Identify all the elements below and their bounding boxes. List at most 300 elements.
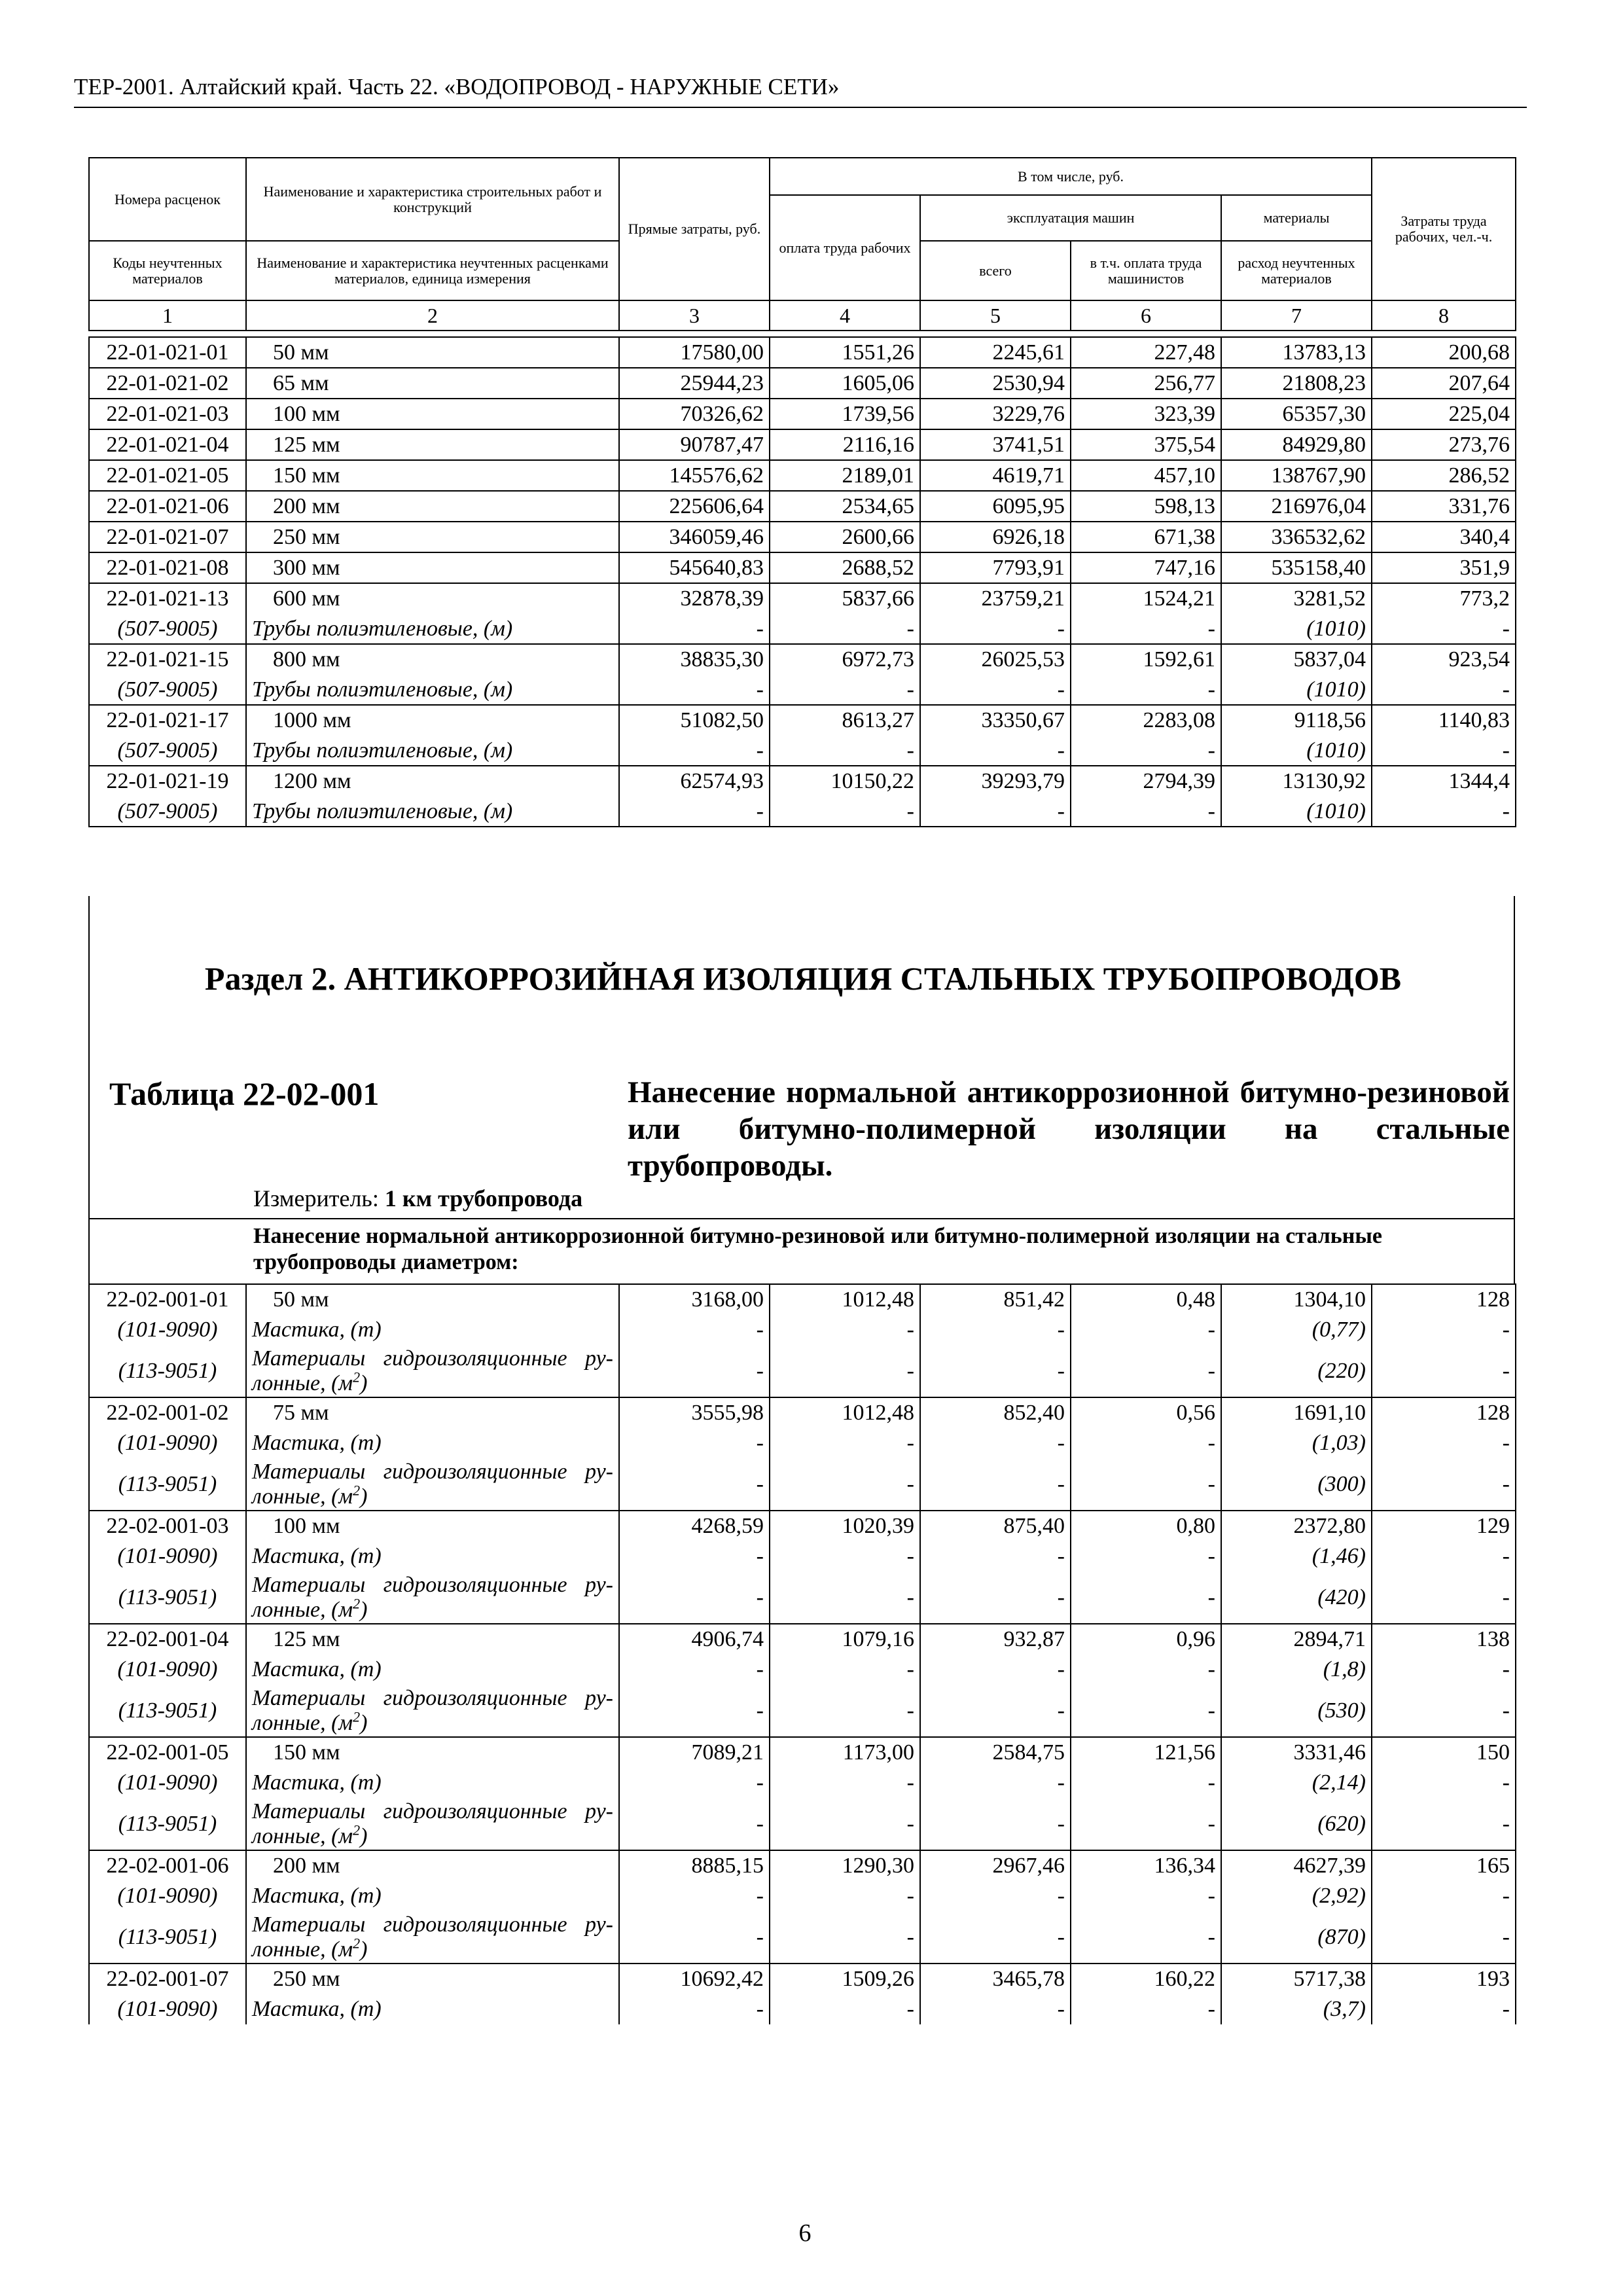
- dash-cell: -: [1071, 1994, 1221, 2024]
- value-v4: 1605,06: [770, 368, 920, 399]
- material-quantity: (1010): [1221, 736, 1372, 766]
- value-v8: 200,68: [1372, 337, 1516, 368]
- document-title: ТЕР-2001. Алтайский край. Часть 22. «ВОДОПРОВОД - НАРУЖНЫЕ СЕТИ»: [74, 74, 840, 99]
- dash-cell: -: [619, 1541, 770, 1571]
- rate-name: 200 мм: [246, 1850, 619, 1881]
- value-v6: 323,39: [1071, 399, 1221, 429]
- value-v3: 4906,74: [619, 1624, 770, 1655]
- rate-code: 22-01-021-02: [89, 368, 246, 399]
- dash-cell: -: [1071, 1458, 1221, 1511]
- rate-code: 22-02-001-05: [89, 1737, 246, 1768]
- material-quantity: (1,03): [1221, 1428, 1372, 1458]
- table-row: [89, 1737, 1516, 1768]
- material-name: Мастика, (т): [246, 1768, 619, 1798]
- material-code: (101-9090): [89, 1315, 246, 1345]
- value-v6: 1592,61: [1071, 644, 1221, 675]
- rate-name: 1200 мм: [246, 766, 619, 797]
- header-machines: эксплуатация машин: [920, 195, 1221, 241]
- material-name-text: Материалы гидроизоляционные ру-лонные, (м: [252, 1799, 613, 1848]
- dash-cell: -: [1071, 1798, 1221, 1850]
- dash-cell: -: [920, 1881, 1071, 1911]
- dash-cell: -: [1372, 797, 1516, 827]
- value-v4: 6972,73: [770, 644, 920, 675]
- value-v6: 256,77: [1071, 368, 1221, 399]
- material-quantity: (1010): [1221, 614, 1372, 644]
- col-num: 3: [619, 300, 770, 331]
- value-v8: 331,76: [1372, 491, 1516, 522]
- dash-cell: -: [770, 1994, 920, 2024]
- rate-name: 150 мм: [246, 460, 619, 491]
- material-name-close: ): [360, 1823, 368, 1848]
- material-row: [89, 1881, 1516, 1911]
- table-row: [89, 1964, 1516, 1994]
- value-v6: 2794,39: [1071, 766, 1221, 797]
- value-v6: 136,34: [1071, 1850, 1221, 1881]
- unit-superscript: 2: [353, 1935, 361, 1952]
- value-v6: 671,38: [1071, 522, 1221, 552]
- value-v3: 62574,93: [619, 766, 770, 797]
- dash-cell: -: [619, 1458, 770, 1511]
- header-name: Наименование и характеристика строительных работ и конструкций: [246, 158, 619, 241]
- value-v5: 851,42: [920, 1284, 1071, 1315]
- dash-cell: -: [770, 1798, 920, 1850]
- rate-code: 22-01-021-07: [89, 522, 246, 552]
- measure-label: Измеритель:: [253, 1185, 379, 1211]
- dash-cell: -: [920, 614, 1071, 644]
- unit-superscript: 2: [353, 1708, 361, 1725]
- rate-code: 22-01-021-13: [89, 583, 246, 614]
- value-v4: 1173,00: [770, 1737, 920, 1768]
- value-v3: 25944,23: [619, 368, 770, 399]
- value-v8: 165: [1372, 1850, 1516, 1881]
- dash-cell: -: [920, 1428, 1071, 1458]
- table-row: [89, 337, 1516, 368]
- material-name-text: Материалы гидроизоляционные ру-лонные, (м: [252, 1685, 613, 1735]
- rate-code: 22-01-021-06: [89, 491, 246, 522]
- value-v7: 5717,38: [1221, 1964, 1372, 1994]
- material-name-text: Материалы гидроизоляционные ру-лонные, (м: [252, 1912, 613, 1962]
- value-v6: 375,54: [1071, 429, 1221, 460]
- table-row: [89, 583, 1516, 614]
- value-v5: 3465,78: [920, 1964, 1071, 1994]
- table-row: [89, 552, 1516, 583]
- dash-cell: -: [1071, 1881, 1221, 1911]
- dash-cell: -: [619, 736, 770, 766]
- material-name: [246, 1798, 619, 1850]
- value-v6: 0,96: [1071, 1624, 1221, 1655]
- value-v5: 33350,67: [920, 705, 1071, 736]
- dash-cell: -: [920, 1345, 1071, 1397]
- value-v6: 0,56: [1071, 1397, 1221, 1428]
- material-code: (113-9051): [89, 1571, 246, 1624]
- dash-cell: -: [920, 736, 1071, 766]
- dash-cell: -: [770, 797, 920, 827]
- table-title: Таблица 22-02-001: [109, 1075, 380, 1112]
- material-name-close: ): [360, 1597, 368, 1622]
- dash-cell: -: [770, 1881, 920, 1911]
- material-code: (507-9005): [89, 797, 246, 827]
- value-v6: 160,22: [1071, 1964, 1221, 1994]
- dash-cell: -: [619, 1911, 770, 1964]
- value-v7: 1691,10: [1221, 1397, 1372, 1428]
- col-num: 5: [920, 300, 1071, 331]
- material-name: [246, 1571, 619, 1624]
- material-code: (507-9005): [89, 736, 246, 766]
- header-machines-labor: в т.ч. оплата труда машинистов: [1071, 241, 1221, 300]
- value-v3: 225606,64: [619, 491, 770, 522]
- dash-cell: -: [619, 1315, 770, 1345]
- material-code: (101-9090): [89, 1994, 246, 2024]
- value-v5: 2245,61: [920, 337, 1071, 368]
- rate-name: 100 мм: [246, 399, 619, 429]
- dash-cell: -: [619, 1685, 770, 1737]
- material-code: (113-9051): [89, 1345, 246, 1397]
- dash-cell: -: [920, 1458, 1071, 1511]
- material-quantity: (1010): [1221, 675, 1372, 705]
- material-quantity: (420): [1221, 1571, 1372, 1624]
- material-row: [89, 736, 1516, 766]
- dash-cell: -: [619, 1768, 770, 1798]
- material-name: [246, 1458, 619, 1511]
- dash-cell: -: [920, 1994, 1071, 2024]
- dash-cell: -: [619, 675, 770, 705]
- value-v3: 145576,62: [619, 460, 770, 491]
- dash-cell: -: [770, 1541, 920, 1571]
- dash-cell: -: [770, 1911, 920, 1964]
- dash-cell: -: [1071, 1685, 1221, 1737]
- value-v4: 5837,66: [770, 583, 920, 614]
- header-direct: Прямые затраты, руб.: [619, 158, 770, 300]
- material-code: (113-9051): [89, 1911, 246, 1964]
- dash-cell: -: [770, 1458, 920, 1511]
- table-row: [89, 766, 1516, 797]
- table-row: [89, 1624, 1516, 1655]
- value-v5: 2530,94: [920, 368, 1071, 399]
- value-v7: 4627,39: [1221, 1850, 1372, 1881]
- rate-name: 75 мм: [246, 1397, 619, 1428]
- dash-cell: -: [770, 1768, 920, 1798]
- table-row: [89, 644, 1516, 675]
- dash-cell: -: [770, 1428, 920, 1458]
- value-v8: 129: [1372, 1511, 1516, 1541]
- rate-code: 22-02-001-03: [89, 1511, 246, 1541]
- rate-code: 22-02-001-02: [89, 1397, 246, 1428]
- value-v4: 1079,16: [770, 1624, 920, 1655]
- material-code: (101-9090): [89, 1541, 246, 1571]
- dash-cell: -: [770, 1571, 920, 1624]
- rate-code: 22-01-021-04: [89, 429, 246, 460]
- value-v7: 3281,52: [1221, 583, 1372, 614]
- rate-code: 22-01-021-05: [89, 460, 246, 491]
- dash-cell: -: [1071, 675, 1221, 705]
- rate-name: 600 мм: [246, 583, 619, 614]
- header-rule: [74, 107, 1527, 108]
- rates-table-22-02-001: [88, 1283, 1516, 2024]
- value-v6: 0,48: [1071, 1284, 1221, 1315]
- material-name: Трубы полиэтиленовые, (м): [246, 675, 619, 705]
- table-row: [89, 429, 1516, 460]
- rate-name: 65 мм: [246, 368, 619, 399]
- col-num: 4: [770, 300, 920, 331]
- value-v8: 1344,4: [1372, 766, 1516, 797]
- table-row: [89, 368, 1516, 399]
- value-v5: 852,40: [920, 1397, 1071, 1428]
- dash-cell: -: [1071, 736, 1221, 766]
- dash-cell: -: [619, 1428, 770, 1458]
- rate-code: 22-01-021-15: [89, 644, 246, 675]
- measure-unit: [253, 1184, 582, 1213]
- material-quantity: (300): [1221, 1458, 1372, 1511]
- dash-cell: -: [619, 1994, 770, 2024]
- value-v8: 351,9: [1372, 552, 1516, 583]
- table-row: [89, 460, 1516, 491]
- value-v5: 3229,76: [920, 399, 1071, 429]
- table-header: [88, 157, 1516, 331]
- value-v8: 150: [1372, 1737, 1516, 1768]
- value-v7: 13130,92: [1221, 766, 1372, 797]
- dash-cell: -: [1372, 1655, 1516, 1685]
- value-v5: 6926,18: [920, 522, 1071, 552]
- header-code: Номера расценок: [89, 158, 246, 241]
- rate-name: 50 мм: [246, 337, 619, 368]
- value-v5: 3741,51: [920, 429, 1071, 460]
- value-v7: 336532,62: [1221, 522, 1372, 552]
- material-row: [89, 1911, 1516, 1964]
- material-row: [89, 1798, 1516, 1850]
- value-v5: 23759,21: [920, 583, 1071, 614]
- table-row: [89, 705, 1516, 736]
- dash-cell: -: [619, 1655, 770, 1685]
- value-v3: 17580,00: [619, 337, 770, 368]
- material-name: [246, 1685, 619, 1737]
- value-v5: 932,87: [920, 1624, 1071, 1655]
- col-num: 6: [1071, 300, 1221, 331]
- rate-name: 250 мм: [246, 1964, 619, 1994]
- value-v3: 3555,98: [619, 1397, 770, 1428]
- dash-cell: -: [619, 1798, 770, 1850]
- dash-cell: -: [619, 614, 770, 644]
- header-code-alt: Коды неучтенных материалов: [89, 241, 246, 300]
- material-quantity: (2,92): [1221, 1881, 1372, 1911]
- value-v7: 1304,10: [1221, 1284, 1372, 1315]
- value-v7: 13783,13: [1221, 337, 1372, 368]
- dash-cell: -: [619, 1571, 770, 1624]
- unit-superscript: 2: [353, 1595, 361, 1612]
- material-code: (101-9090): [89, 1881, 246, 1911]
- material-name: Мастика, (т): [246, 1541, 619, 1571]
- material-quantity: (0,77): [1221, 1315, 1372, 1345]
- dash-cell: -: [1071, 1428, 1221, 1458]
- value-v6: 457,10: [1071, 460, 1221, 491]
- material-quantity: (530): [1221, 1685, 1372, 1737]
- dash-cell: -: [770, 736, 920, 766]
- value-v5: 39293,79: [920, 766, 1071, 797]
- dash-cell: -: [920, 1571, 1071, 1624]
- rates-table-22-01-021: [88, 336, 1516, 827]
- value-v4: 2534,65: [770, 491, 920, 522]
- material-code: (101-9090): [89, 1768, 246, 1798]
- dash-cell: -: [1372, 736, 1516, 766]
- material-name: [246, 1345, 619, 1397]
- dash-cell: -: [1372, 1881, 1516, 1911]
- value-v3: 32878,39: [619, 583, 770, 614]
- value-v8: 193: [1372, 1964, 1516, 1994]
- value-v8: 286,52: [1372, 460, 1516, 491]
- rate-name: 800 мм: [246, 644, 619, 675]
- material-row: [89, 675, 1516, 705]
- material-name-text: Материалы гидроизоляционные ру-лонные, (м: [252, 1346, 613, 1395]
- value-v4: 1509,26: [770, 1964, 920, 1994]
- dash-cell: -: [1372, 1798, 1516, 1850]
- value-v4: 2688,52: [770, 552, 920, 583]
- material-row: [89, 1428, 1516, 1458]
- material-name: Мастика, (т): [246, 1315, 619, 1345]
- unit-superscript: 2: [353, 1482, 361, 1499]
- material-code: (101-9090): [89, 1655, 246, 1685]
- table-row: [89, 522, 1516, 552]
- group-header: [88, 1219, 1515, 1285]
- dash-cell: -: [770, 1345, 920, 1397]
- section-title: Раздел 2. АНТИКОРРОЗИЙНАЯ ИЗОЛЯЦИЯ СТАЛЬНЫХ ТРУБОПРОВОДОВ: [204, 960, 1402, 997]
- material-code: (113-9051): [89, 1458, 246, 1511]
- dash-cell: -: [770, 1655, 920, 1685]
- value-v4: 1012,48: [770, 1284, 920, 1315]
- col-num: 7: [1221, 300, 1372, 331]
- dash-cell: -: [770, 675, 920, 705]
- material-row: [89, 1655, 1516, 1685]
- material-code: (507-9005): [89, 614, 246, 644]
- dash-cell: -: [619, 1881, 770, 1911]
- value-v8: 138: [1372, 1624, 1516, 1655]
- rate-name: 150 мм: [246, 1737, 619, 1768]
- material-code: (101-9090): [89, 1428, 246, 1458]
- header-materials: материалы: [1221, 195, 1372, 241]
- table-row: [89, 1397, 1516, 1428]
- dash-cell: -: [1071, 614, 1221, 644]
- value-v5: 7793,91: [920, 552, 1071, 583]
- value-v8: 273,76: [1372, 429, 1516, 460]
- rate-name: 100 мм: [246, 1511, 619, 1541]
- value-v8: 1140,83: [1372, 705, 1516, 736]
- rate-name: 200 мм: [246, 491, 619, 522]
- value-v5: 875,40: [920, 1511, 1071, 1541]
- material-quantity: (870): [1221, 1911, 1372, 1964]
- value-v5: 26025,53: [920, 644, 1071, 675]
- dash-cell: -: [1372, 675, 1516, 705]
- material-name-close: ): [360, 1371, 368, 1395]
- material-name-close: ): [360, 1937, 368, 1962]
- dash-cell: -: [920, 1798, 1071, 1850]
- value-v3: 7089,21: [619, 1737, 770, 1768]
- value-v8: 340,4: [1372, 522, 1516, 552]
- material-row: [89, 1541, 1516, 1571]
- value-v6: 598,13: [1071, 491, 1221, 522]
- rate-name: 125 мм: [246, 429, 619, 460]
- value-v3: 346059,46: [619, 522, 770, 552]
- value-v3: 90787,47: [619, 429, 770, 460]
- material-name-text: Материалы гидроизоляционные ру-лонные, (м: [252, 1572, 613, 1622]
- dash-cell: -: [1372, 1428, 1516, 1458]
- rate-code: 22-02-001-04: [89, 1624, 246, 1655]
- material-code: (113-9051): [89, 1685, 246, 1737]
- dash-cell: -: [920, 1768, 1071, 1798]
- value-v7: 84929,80: [1221, 429, 1372, 460]
- value-v8: 225,04: [1372, 399, 1516, 429]
- material-name-close: ): [360, 1710, 368, 1735]
- dash-cell: -: [1071, 1315, 1221, 1345]
- material-name: Трубы полиэтиленовые, (м): [246, 736, 619, 766]
- measure-value: 1 км трубопровода: [384, 1185, 583, 1211]
- value-v8: 207,64: [1372, 368, 1516, 399]
- dash-cell: -: [920, 797, 1071, 827]
- value-v4: 8613,27: [770, 705, 920, 736]
- dash-cell: -: [920, 1541, 1071, 1571]
- material-quantity: (1,8): [1221, 1655, 1372, 1685]
- value-v3: 38835,30: [619, 644, 770, 675]
- material-row: [89, 1994, 1516, 2024]
- dash-cell: -: [1071, 1541, 1221, 1571]
- rate-code: 22-01-021-19: [89, 766, 246, 797]
- value-v3: 10692,42: [619, 1964, 770, 1994]
- value-v5: 6095,95: [920, 491, 1071, 522]
- value-v7: 138767,90: [1221, 460, 1372, 491]
- value-v4: 1551,26: [770, 337, 920, 368]
- material-row: [89, 797, 1516, 827]
- rate-code: 22-02-001-06: [89, 1850, 246, 1881]
- value-v8: 128: [1372, 1284, 1516, 1315]
- section-2-block: [88, 896, 1515, 1219]
- value-v3: 3168,00: [619, 1284, 770, 1315]
- material-name: Мастика, (т): [246, 1994, 619, 2024]
- value-v5: 4619,71: [920, 460, 1071, 491]
- value-v7: 5837,04: [1221, 644, 1372, 675]
- rate-code: 22-01-021-08: [89, 552, 246, 583]
- material-code: (507-9005): [89, 675, 246, 705]
- value-v8: 923,54: [1372, 644, 1516, 675]
- value-v4: 2189,01: [770, 460, 920, 491]
- material-name: Трубы полиэтиленовые, (м): [246, 797, 619, 827]
- dash-cell: -: [770, 1685, 920, 1737]
- material-row: [89, 1315, 1516, 1345]
- value-v4: 1012,48: [770, 1397, 920, 1428]
- dash-cell: -: [1071, 1655, 1221, 1685]
- value-v3: 51082,50: [619, 705, 770, 736]
- header-including: В том числе, руб.: [770, 158, 1372, 195]
- material-quantity: (3,7): [1221, 1994, 1372, 2024]
- value-v4: 10150,22: [770, 766, 920, 797]
- rate-code: 22-01-021-01: [89, 337, 246, 368]
- material-code: (113-9051): [89, 1798, 246, 1850]
- rate-code: 22-01-021-03: [89, 399, 246, 429]
- rate-name: 1000 мм: [246, 705, 619, 736]
- value-v4: 2600,66: [770, 522, 920, 552]
- rate-code: 22-02-001-01: [89, 1284, 246, 1315]
- value-v6: 747,16: [1071, 552, 1221, 583]
- rate-name: 50 мм: [246, 1284, 619, 1315]
- dash-cell: -: [920, 675, 1071, 705]
- page-number: 6: [798, 2219, 812, 2247]
- value-v3: 8885,15: [619, 1850, 770, 1881]
- value-v4: 2116,16: [770, 429, 920, 460]
- table-row: [89, 1511, 1516, 1541]
- value-v4: 1290,30: [770, 1850, 920, 1881]
- dash-cell: -: [1372, 1345, 1516, 1397]
- table-row: [89, 399, 1516, 429]
- value-v7: 2894,71: [1221, 1624, 1372, 1655]
- rate-code: 22-02-001-07: [89, 1964, 246, 1994]
- col-num: 1: [89, 300, 246, 331]
- value-v6: 2283,08: [1071, 705, 1221, 736]
